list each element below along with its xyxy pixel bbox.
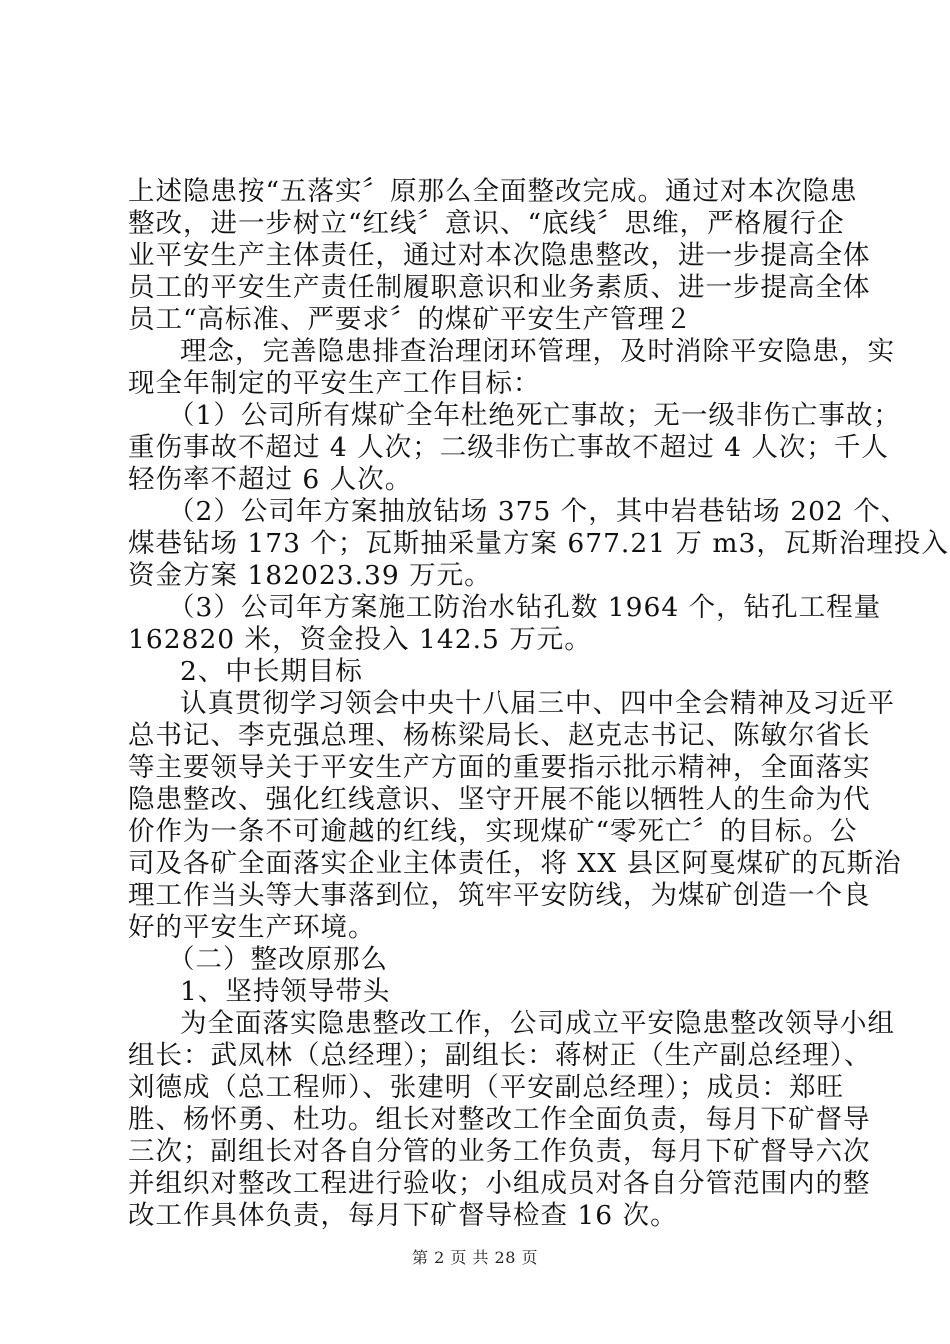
text-line: （1）公司所有煤矿全年杜绝死亡事故；无一级非伤亡事故； <box>168 400 901 431</box>
text-line: 轻伤率不超过 6 人次。 <box>128 464 413 495</box>
text-line: 刘德成（总工程师）、张建明（平安副总经理）；成员：郑旺 <box>128 1072 844 1103</box>
text-line: 重伤事故不超过 4 人次；二级非伤亡事故不超过 4 人次；千人 <box>128 432 889 463</box>
text-line: 现全年制定的平安生产工作目标： <box>128 368 541 399</box>
text-line: 理念，完善隐患排查治理闭环管理，及时消除平安隐患，实 <box>180 336 895 367</box>
text-line: 煤巷钻场 173 个；瓦斯抽采量方案 677.21 万 m3，瓦斯治理投入 <box>128 528 949 559</box>
text-line: 并组织对整改工程进行验收；小组成员对各自分管范围内的整 <box>128 1168 871 1199</box>
text-line: 好的平安生产环境。 <box>128 912 376 943</box>
text-line: 改工作具体负责，每月下矿督导检查 16 次。 <box>128 1200 678 1231</box>
page-number-footer: 第 2 页 共 28 页 <box>412 1248 538 1267</box>
text-line: 上述隐患按“五落实〞原那么全面整改完成。通过对本次隐患 <box>128 176 858 207</box>
text-line: 等主要领导关于平安生产方面的重要指示批示精神，全面落实 <box>128 752 871 783</box>
text-line: 司及各矿全面落实企业主体责任，将 XX 县区阿戛煤矿的瓦斯治 <box>128 848 902 879</box>
text-line: 资金方案 182023.39 万元。 <box>128 560 492 591</box>
text-line: （2）公司年方案抽放钻场 375 个，其中岩巷钻场 202 个、 <box>168 496 909 527</box>
section-heading: 1、坚持领导带头 <box>180 976 391 1007</box>
text-line: 162820 米，资金投入 142.5 万元。 <box>128 624 592 655</box>
text-line: 总书记、李克强总理、杨栋梁局长、赵克志书记、陈敏尔省长 <box>128 720 871 751</box>
text-line: 整改，进一步树立“红线〞意识、“底线〞思维，严格履行企 <box>128 208 845 239</box>
text-line: （3）公司年方案施工防治水钻孔数 1964 个，钻孔工程量 <box>168 592 882 623</box>
text-line: 业平安生产主体责任，通过对本次隐患整改，进一步提高全体 <box>128 240 871 271</box>
section-heading: 2、中长期目标 <box>180 656 363 687</box>
text-line: 隐患整改、强化红线意识、坚守开展不能以牺牲人的生命为代 <box>128 784 871 815</box>
section-heading: （二）整改原那么 <box>168 944 388 975</box>
text-line: 理工作当头等大事落到位，筑牢平安防线，为煤矿创造一个良 <box>128 880 871 911</box>
text-line: 员工“高标准、严要求〞的煤矿平安生产管理２ <box>128 304 693 335</box>
text-line: 胜、杨怀勇、杜功。组长对整改工作全面负责，每月下矿督导 <box>128 1104 871 1135</box>
text-line: 三次；副组长对各自分管的业务工作负责，每月下矿督导六次 <box>128 1136 871 1167</box>
text-line: 组长：武凤林（总经理）；副组长：蒋树正（生产副总经理）、 <box>128 1040 872 1071</box>
text-line: 为全面落实隐患整改工作，公司成立平安隐患整改领导小组 <box>180 1008 895 1039</box>
text-line: 认真贯彻学习领会中央十八届三中、四中全会精神及习近平 <box>180 688 895 719</box>
text-line: 员工的平安生产责任制履职意识和业务素质、进一步提高全体 <box>128 272 871 303</box>
text-line: 价作为一条不可逾越的红线，实现煤矿“零死亡〞的目标。公 <box>128 816 858 847</box>
